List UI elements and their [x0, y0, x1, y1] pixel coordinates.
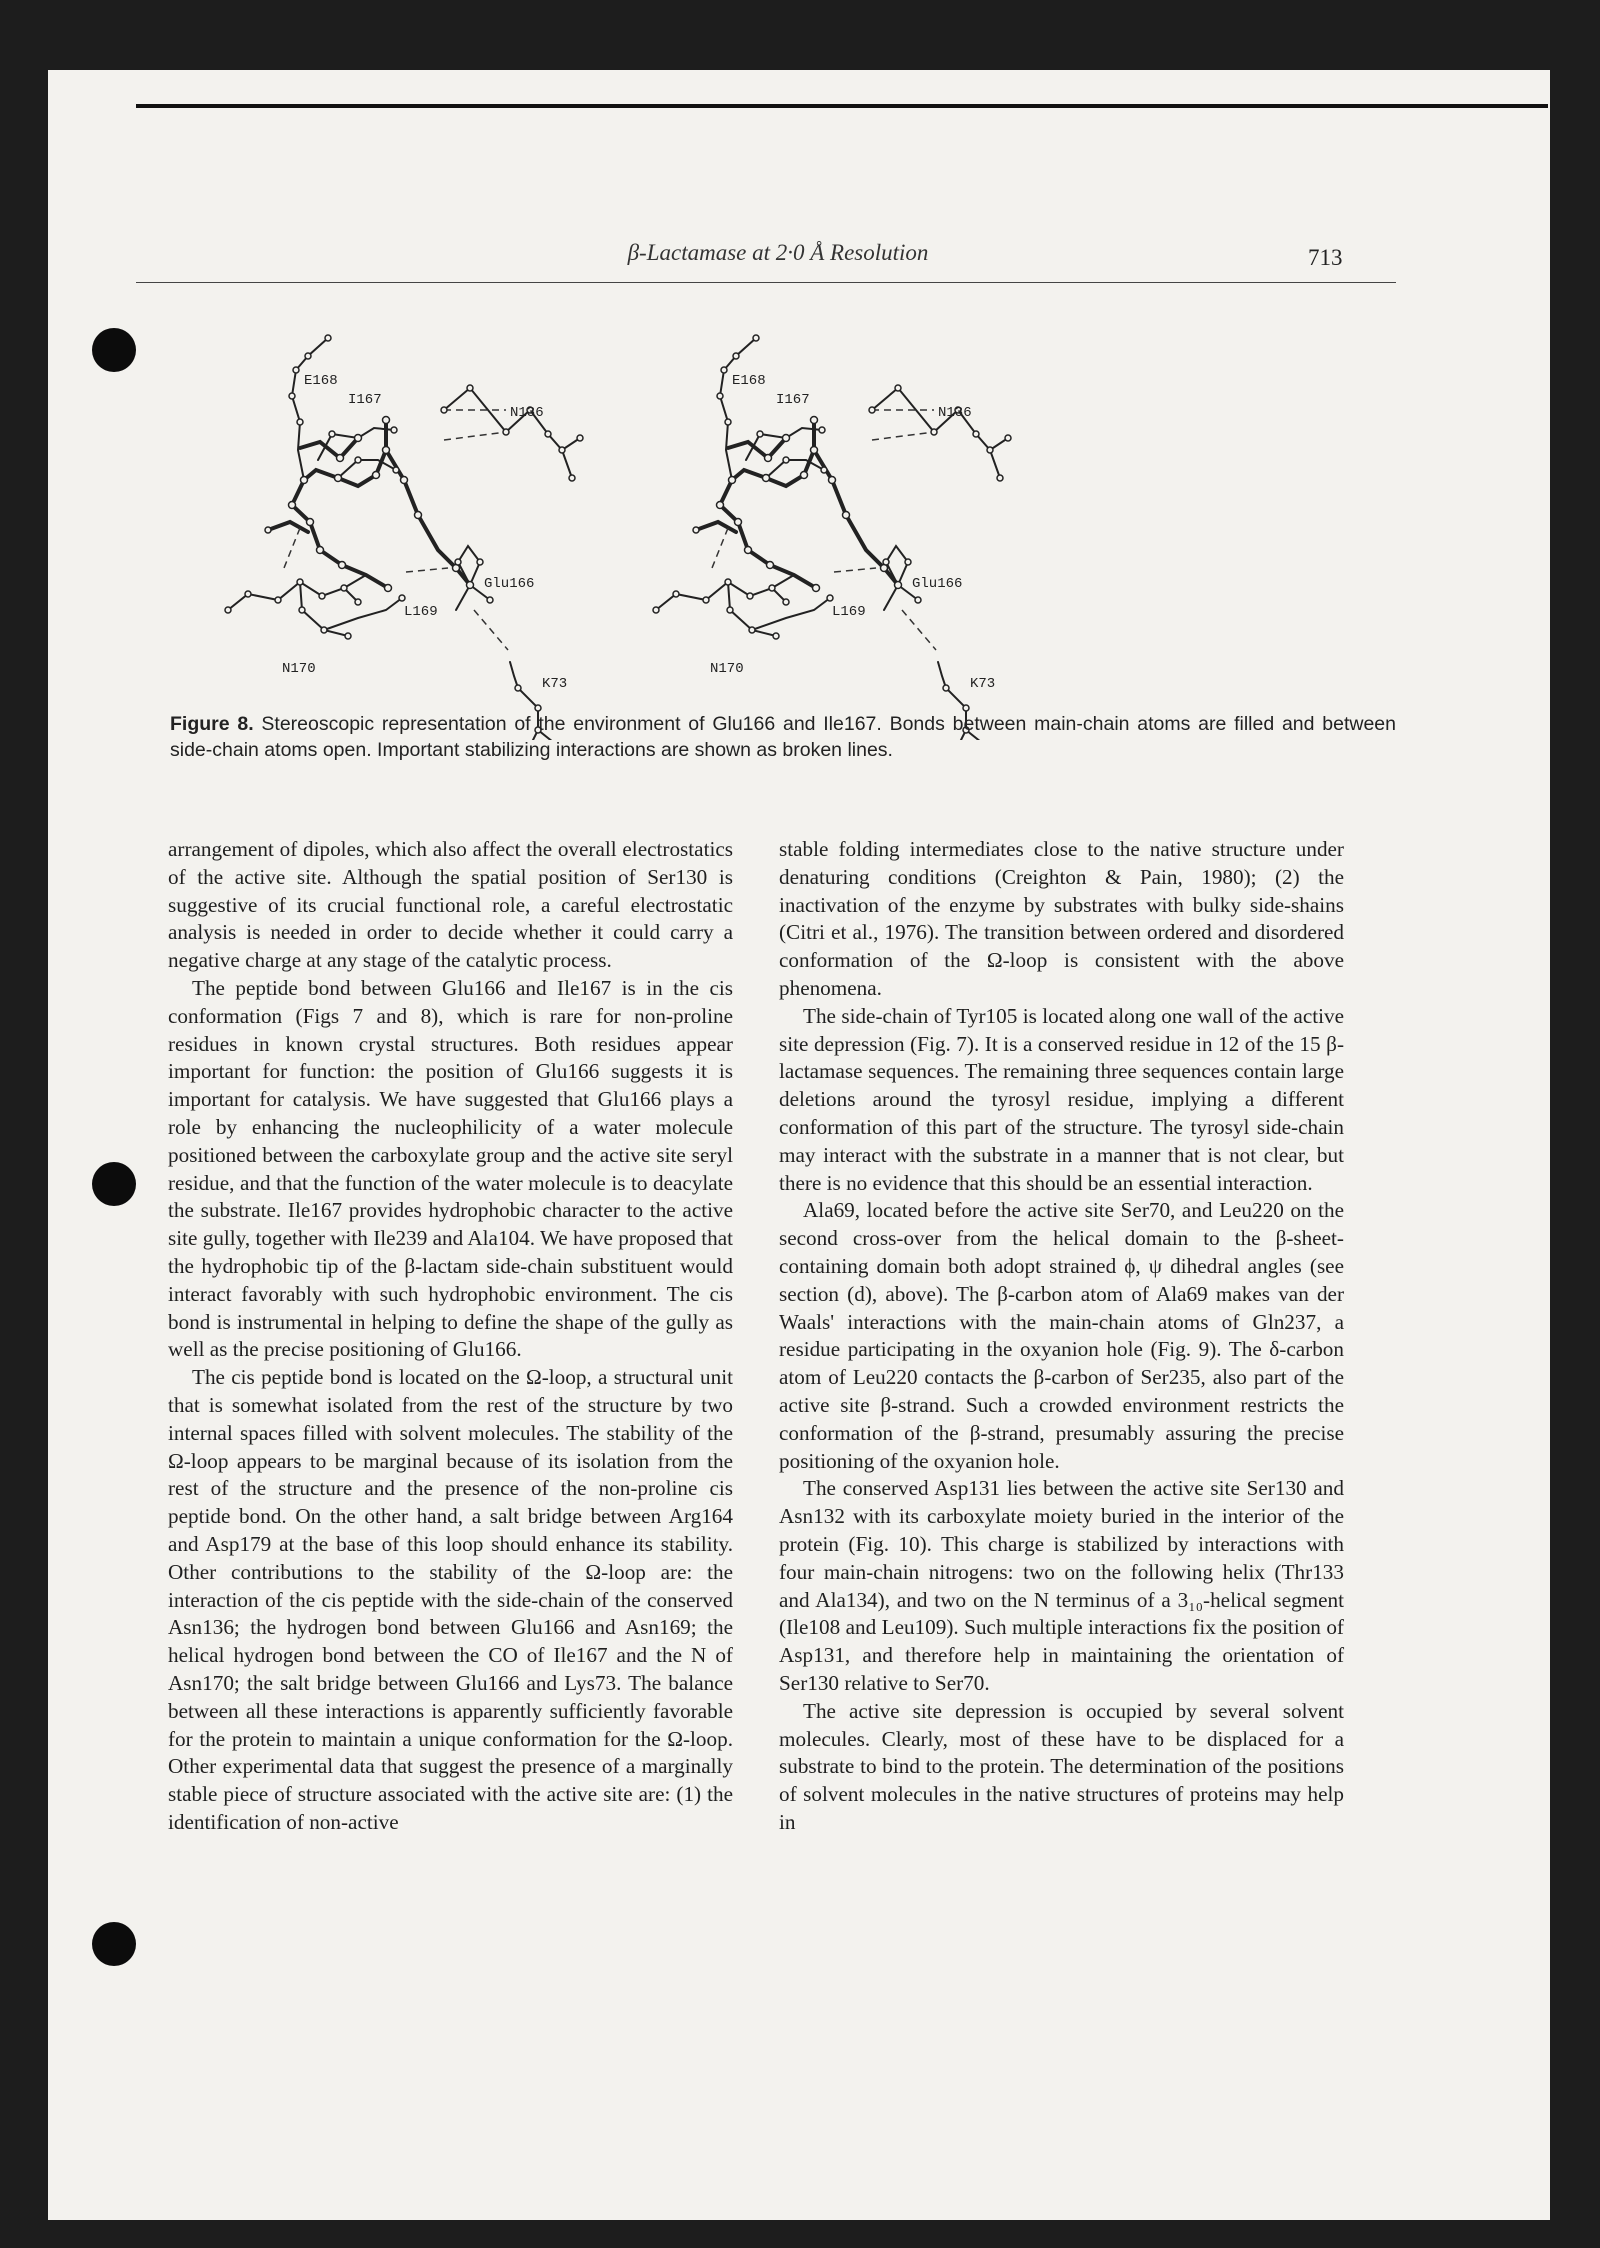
label-n136: N136 [510, 405, 544, 421]
journal-page [48, 70, 1550, 2220]
label-i167-right: I167 [776, 392, 810, 408]
header-rule [136, 282, 1396, 283]
paragraph: The conserved Asp131 lies between the active site Ser130 and Asn132 with its carboxylate moiety buried in the interior of the protein (Fig. 10). This charge is stabilized by interactions with four main-chain nitrogens: two on the following helix (Thr133 and Ala134), and two on the N terminus of a 3₁₀-helical segment (Ile108 and Leu109). Such multiple interactions fix the position of Asp131, and therefore help in maintaining the orientation of Ser130 relative to Ser70. [779, 1476, 1344, 1695]
stereo-figure [208, 310, 1408, 740]
stereo-diagram [208, 310, 1408, 740]
label-i167: I167 [348, 392, 382, 408]
label-k73: K73 [542, 676, 568, 692]
page-number: 713 [1308, 245, 1343, 270]
right-column [779, 836, 1344, 1837]
stereo-left-view [225, 335, 583, 740]
paragraph: The cis peptide bond is located on the Ω-loop, a structural unit that is somewhat isolated from the rest of the structure by two internal spaces filled with solvent molecules. The stability of the Ω-loop appears to be marginal because of its isolation from the rest of the structure and the presence of the non-proline cis peptide bond. On the other hand, a salt bridge between Arg164 and Asp179 at the base of this loop should enhance its stability. Other contributions to the stability of the Ω-loop are: the interaction of the cis peptide with the side-chain of the conserved Asn136; the hydrogen bond between Glu166 and Asn169; the helical hydrogen bond between the CO of Ile167 and the N of Asn170; the salt bridge between Glu166 and Lys73. The balance between all these interactions is apparently sufficiently favorable for the protein to maintain a unique conformation for the Ω-loop. Other experimental data that suggest the presence of a marginally stable piece of structure associated with the active site are: (1) the identification of non-active [168, 1365, 733, 1834]
running-title: β-Lactamase at 2·0 Å Resolution [627, 240, 929, 265]
label-n136-right: N136 [938, 405, 972, 421]
stereo-right-view [653, 335, 1011, 740]
paragraph: stable folding intermediates close to the native structure under denaturing conditions (Creighton & Pain, 1980); (2) the inactivation of the enzyme by substrates with bulky side-shains (Citri et al., 1976). The transition between ordered and disordered conformation of the Ω-loop is consistent with the above phenomena. [779, 837, 1344, 1000]
label-glu166-right: Glu166 [912, 576, 963, 592]
figure-caption [170, 711, 1396, 763]
paragraph: The active site depression is occupied by several solvent molecules. Clearly, most of these have to be displaced for a substrate to bind to the protein. The determination of the positions of solvent molecules in the native structures of proteins may help in [779, 1698, 1344, 1834]
paragraph: The peptide bond between Glu166 and Ile167 is in the cis conformation (Figs 7 and 8), which is rare for non-proline residues in known crystal structures. Both residues appear important for function: the position of Glu166 suggests it is important for catalysis. We have suggested that Glu166 plays a role by enhancing the nucleophilicity of a water molecule positioned between the carboxylate group and the active site seryl residue, and that the function of the water molecule is to deacylate the substrate. Ile167 provides hydrophobic character to the active site gully, together with Ile239 and Ala104. We have proposed that the hydrophobic tip of the β-lactam side-chain substituent would interact favorably with such hydrophobic environment. The cis bond is instrumental in helping to define the shape of the gully as well as the precise positioning of Glu166. [168, 975, 733, 1362]
top-rule [136, 104, 1548, 108]
label-l169: L169 [404, 604, 438, 620]
label-e168-right: E168 [732, 373, 766, 389]
label-e168: E168 [304, 373, 338, 389]
paragraph: Ala69, located before the active site Ser70, and Leu220 on the second cross-over from the helical domain to the β-sheet-containing domain both adopt strained ϕ, ψ dihedral angles (see section (d), above). The β-carbon atom of Ala69 makes van der Waals' interactions with the main-chain atoms of Gln237, a residue participating in the oxyanion hole (Fig. 9). The δ-carbon atom of Leu220 contacts the β-carbon of Ser235, also part of the active site β-strand. Such a crowded environment restricts the conformation of the β-strand, presumably assuring the precise positioning of the oxyanion hole. [779, 1198, 1344, 1473]
punch-hole [92, 328, 136, 372]
punch-hole [92, 1922, 136, 1966]
label-n170-right: N170 [710, 661, 744, 677]
paragraph: arrangement of dipoles, which also affect the overall electrostatics of the active site. Although the spatial position of Ser130 is suggestive of its crucial functional role, a careful electrostatic analysis is needed in order to decide whether it could carry a negative charge at any stage of the catalytic process. [168, 837, 733, 973]
label-glu166: Glu166 [484, 576, 535, 592]
punch-hole [92, 1162, 136, 1206]
left-column [168, 836, 733, 1837]
label-n170: N170 [282, 661, 316, 677]
label-k73-right: K73 [970, 676, 996, 692]
caption-text: Stereoscopic representation of the environment of Glu166 and Ile167. Bonds between main-chain atoms are filled and between side-chain atoms open. Important stabilizing interactions are shown as broken lines. [170, 713, 1396, 761]
label-l169-right: L169 [832, 604, 866, 620]
paragraph: The side-chain of Tyr105 is located along one wall of the active site depression (Fig. 7). It is a conserved residue in 12 of the 15 β-lactamase sequences. The remaining three sequences contain large deletions around the tyrosyl residue, implying a different conformation of this part of the structure. The tyrosyl side-chain may interact with the substrate in a manner that is not clear, but there is no evidence that this should be an essential interaction. [779, 1003, 1344, 1195]
caption-label: Figure 8. [170, 713, 254, 735]
